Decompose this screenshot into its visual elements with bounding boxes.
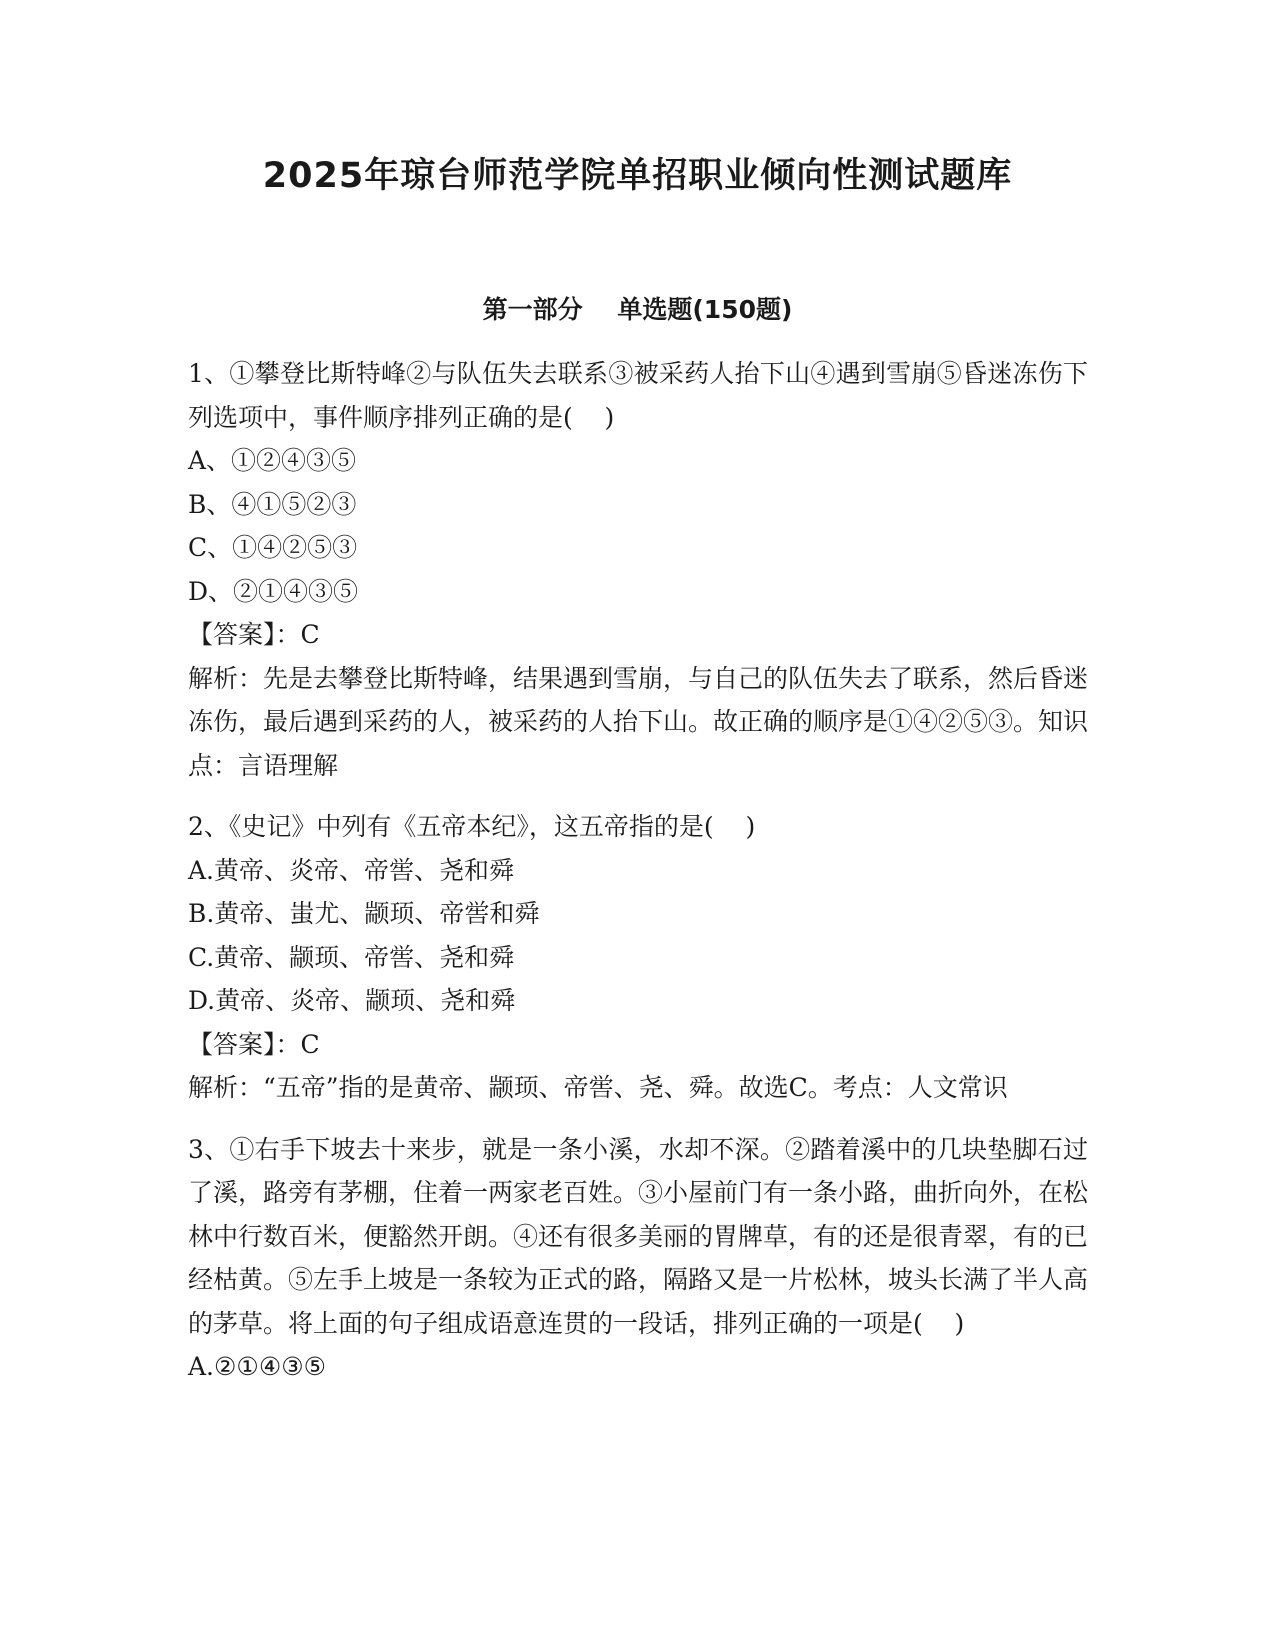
question-list (188, 352, 1088, 1407)
answer-line: 【答案】：C (188, 620, 320, 649)
section-heading: 第一部分 单选题(150题) (482, 295, 793, 324)
option-d: D、②①④③⑤ (188, 576, 359, 606)
answer-line: 【答案】：C (188, 1029, 320, 1059)
option-c: C、①④②⑤③ (188, 533, 358, 562)
question-stem: 1、①攀登比斯特峰②与队伍失去联系③被采药人抬下山④遇到雪崩⑤昏迷冻伤下列选项中，事件顺序排列正确的是( ) (188, 359, 1088, 432)
question-3 (188, 1128, 1088, 1389)
explanation: 解析：“五帝”指的是黄帝、颛顼、帝喾、尧、舜。故选C。考点：人文常识 (188, 1073, 1008, 1102)
question-stem: 2、《史记》中列有《五帝本纪》，这五帝指的是( ) (188, 812, 756, 841)
option-a: A、①②④③⑤ (188, 446, 357, 475)
option-a: A.②①④③⑤ (188, 1352, 327, 1381)
option-c: C.黄帝、颛顼、帝喾、尧和舜 (188, 942, 515, 972)
option-a: A.黄帝、炎帝、帝喾、尧和舜 (188, 855, 515, 885)
question-stem: 3、①右手下坡去十来步，就是一条小溪，水却不深。②踏着溪中的几块垫脚石过了溪，路旁有茅棚，住着一两家老百姓。③小屋前门有一条小路，曲折向外，在松林中行数百米，便豁然开朗。④还有很多美丽的胃牌草，有的还是很青翠，有的已经枯黄。⑤左手上坡是一条较为正式的路，隔路又是一片松林，坡头长满了半人高的茅草。将上面的句子组成语意连贯的一段话，排列正确的一项是( ) (188, 1134, 1089, 1338)
explanation: 解析：先是去攀登比斯特峰，结果遇到雪崩，与自己的队伍失去了联系，然后昏迷冻伤，最后遇到采药的人，被采药的人抬下山。故正确的顺序是①④②⑤③。知识点：言语理解 (188, 663, 1089, 780)
question-1 (188, 352, 1088, 787)
document-title: 2025年琼台师范学院单招职业倾向性测试题库 (262, 156, 1013, 196)
question-2 (188, 805, 1088, 1110)
option-b: B、④①⑤②③ (188, 489, 357, 519)
option-b: B.黄帝、蚩尤、颛顼、帝喾和舜 (188, 899, 540, 928)
option-d: D.黄帝、炎帝、颛顼、尧和舜 (188, 986, 516, 1015)
